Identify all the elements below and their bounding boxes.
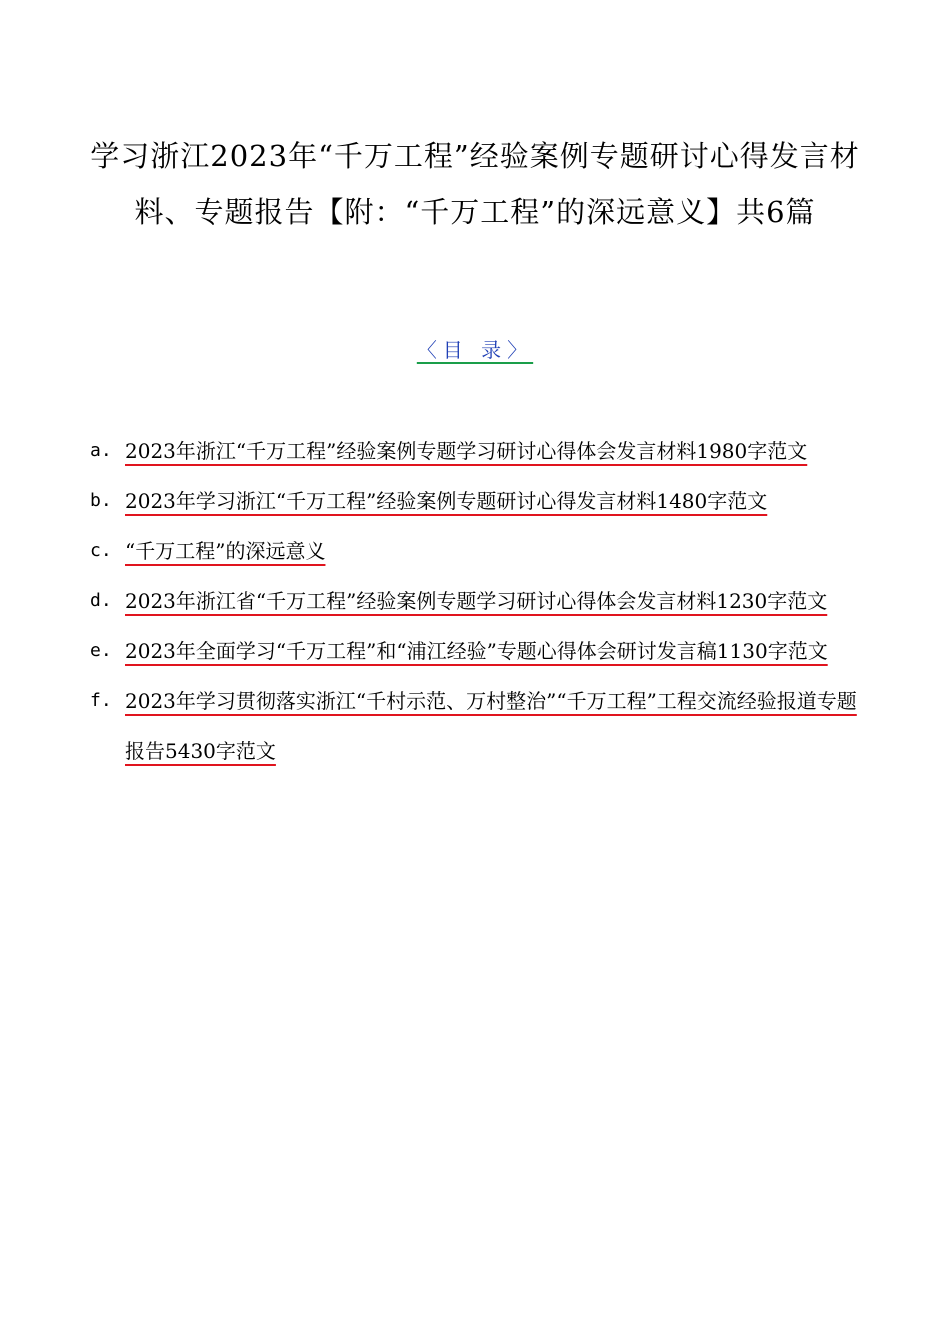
toc-marker: e.	[90, 640, 112, 661]
toc-link-d[interactable]: 2023年浙江省“千万工程”经验案例专题学习研讨心得体会发言材料1230字范文	[125, 589, 828, 613]
toc-marker: d.	[90, 590, 112, 611]
toc-item-b	[90, 476, 860, 526]
toc-link-a[interactable]: 2023年浙江“千万工程”经验案例专题学习研讨心得体会发言材料1980字范文	[125, 439, 808, 463]
toc-item-d	[90, 576, 860, 626]
toc-link-b[interactable]: 2023年学习浙江“千万工程”经验案例专题研讨心得发言材料1480字范文	[125, 489, 768, 513]
document-title: 学习浙江2023年“千万工程”经验案例专题研讨心得发言材料、专题报告【附：“千万工程”的深远意义】共6篇	[90, 139, 860, 229]
toc-marker: a.	[90, 440, 112, 461]
toc-marker: f.	[90, 690, 112, 711]
toc-item-e	[90, 626, 860, 676]
toc-item-f	[90, 676, 860, 776]
toc-marker: b.	[90, 490, 112, 511]
toc-link-c[interactable]: “千万工程”的深远意义	[125, 539, 326, 563]
table-of-contents	[90, 426, 860, 776]
toc-link-e[interactable]: 2023年全面学习“千万工程”和“浦江经验”专题心得体会研讨发言稿1130字范文	[125, 639, 828, 663]
toc-heading-link[interactable]: 〈目 录〉	[416, 338, 534, 362]
toc-item-a	[90, 426, 860, 476]
toc-marker: c.	[90, 540, 112, 561]
toc-heading	[0, 334, 950, 366]
toc-link-f[interactable]: 2023年学习贯彻落实浙江“千村示范、万村整治”“千万工程”工程交流经验报道专题报告5430字范文	[125, 689, 857, 763]
toc-item-c	[90, 526, 860, 576]
